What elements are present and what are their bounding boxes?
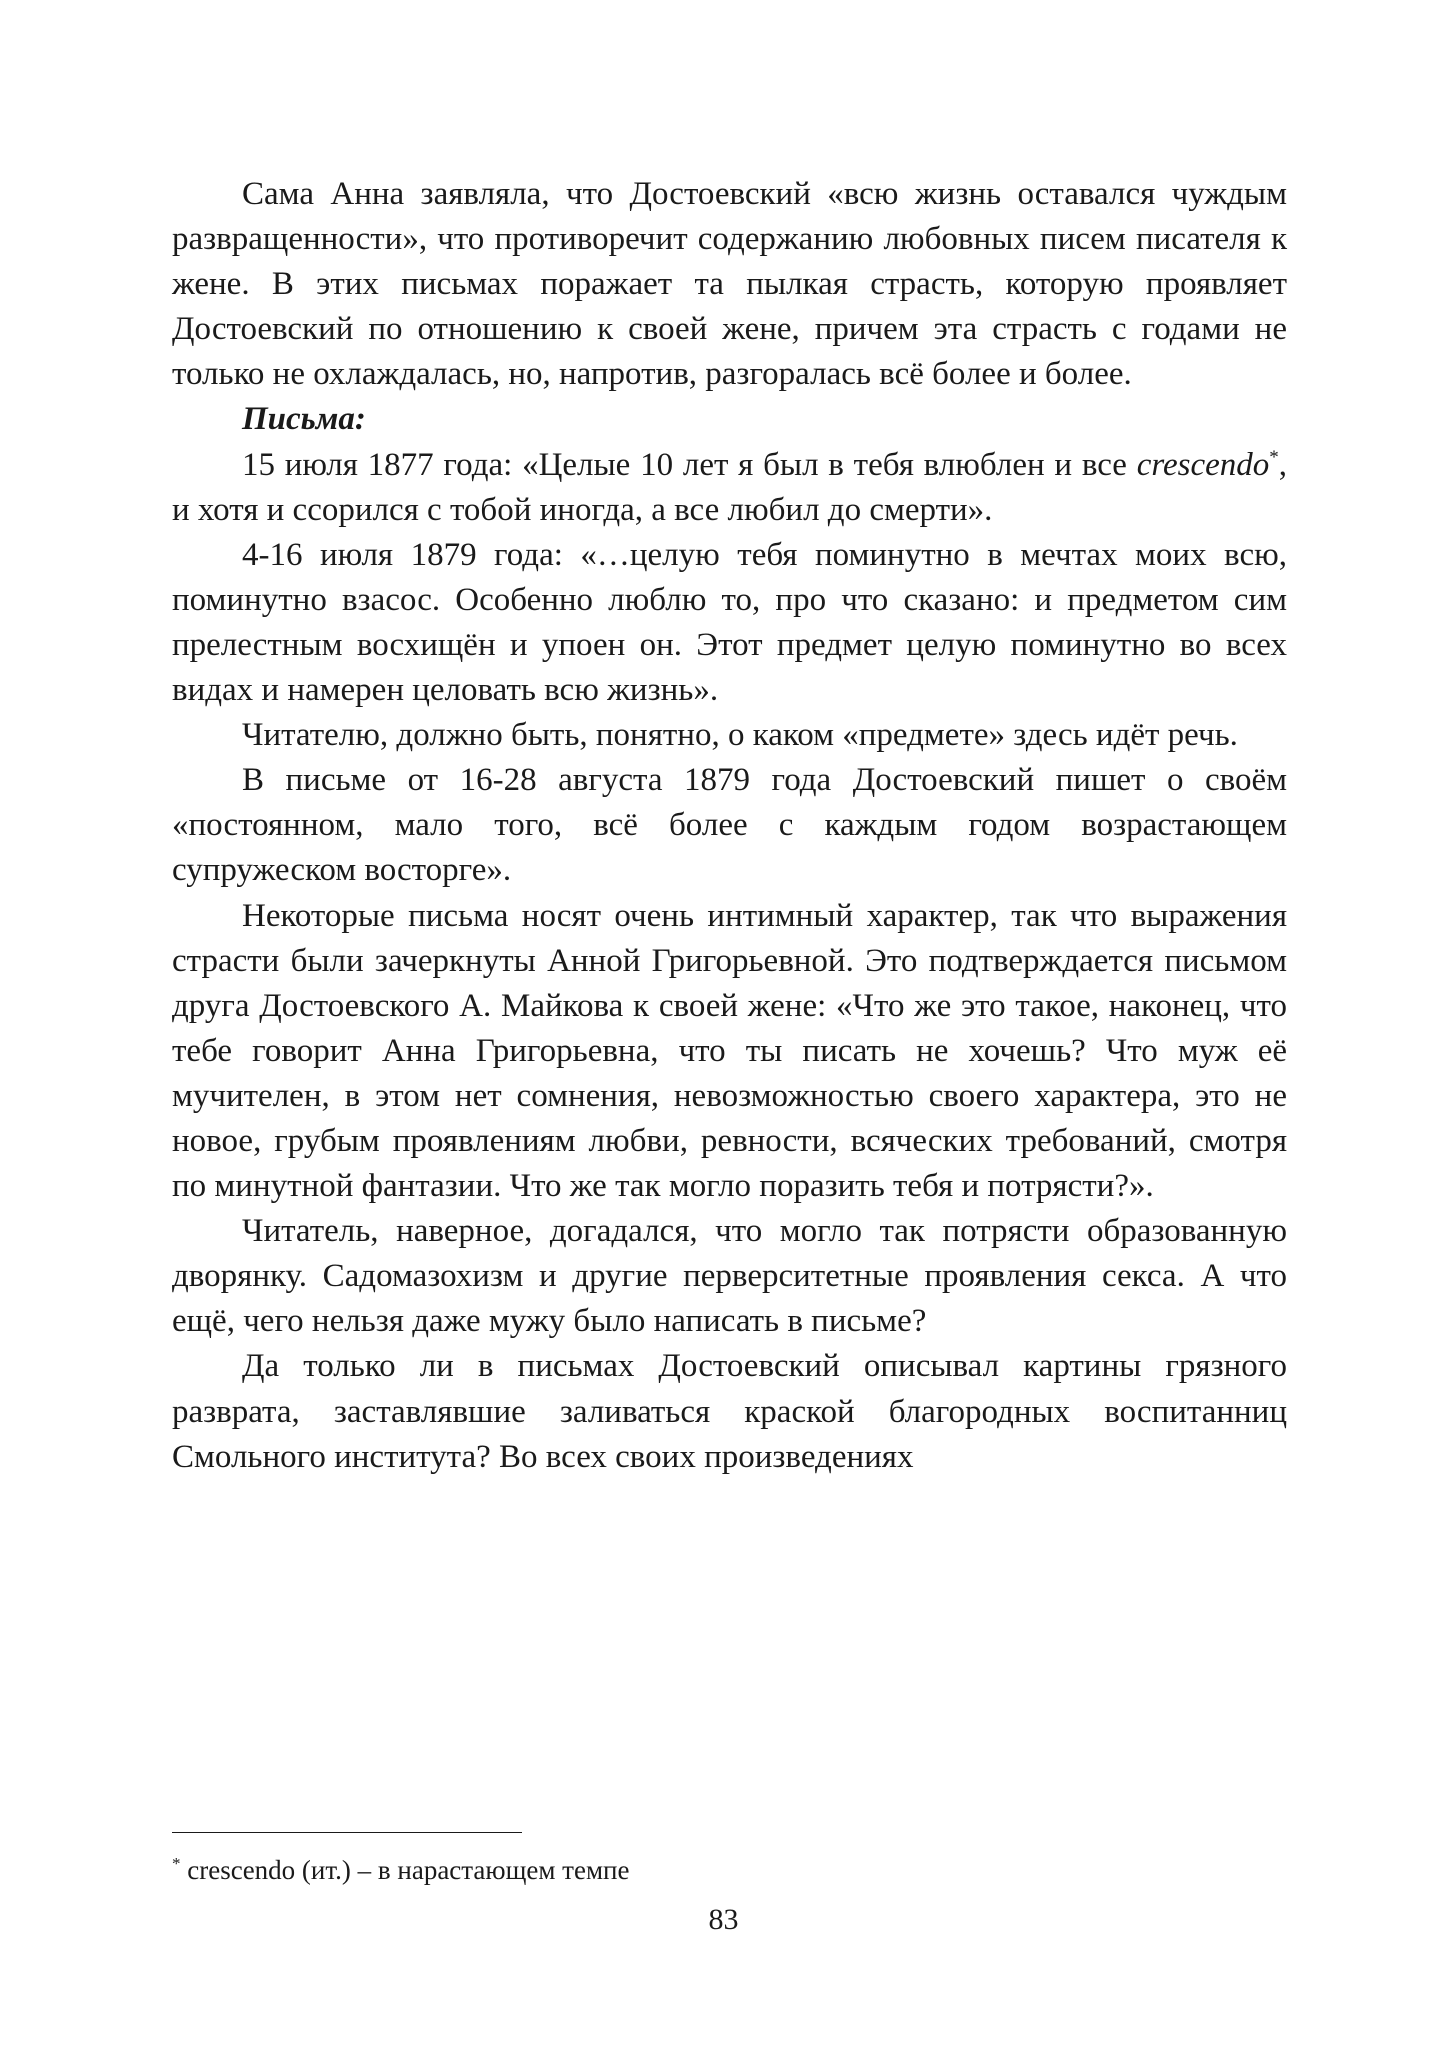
- paragraph-1: Сама Анна заявляла, что Достоевский «всю жизнь оставался чуждым развращенности», что противоречит содержанию любовных писем писателя к жене. В этих письмах поражает та пылкая страсть, которую проявляет Достоевский по отношению к своей жене, причем эта страсть с годами не только не охлаждалась, но, напротив, разгоралась всё более и более.: [172, 176, 1287, 393]
- paragraph-3: 4-16 июля 1879 года: «…целую тебя поминутно в мечтах моих всю, поминутно взасос. Особенно люблю то, про что сказано: и предметом сим прелестным восхищён и упоен он. Этот предмет целую поминутно во всех видах и намерен целовать всю жизнь».: [172, 536, 1287, 709]
- paragraph-2: [172, 443, 1287, 533]
- footnote: [172, 1852, 1287, 1888]
- paragraph-2-start: 15 июля 1877 года: «Целые 10 лет я был в тебя влюблен и все: [242, 446, 1137, 483]
- paragraph-5: В письме от 16-28 августа 1879 года Достоевский пишет о своём «постоянном, мало того, всё более с каждым годом возрастающем супружеском восторге».: [172, 762, 1287, 889]
- paragraph-6: Некоторые письма носят очень интимный характер, так что выражения страсти были зачеркнуты Анной Григорьевной. Это подтверждается письмом друга Достоевского А. Майкова к своей жене: «Что же это такое, наконец, что тебе говорит Анна Григорьевна, что ты писать не хочешь? Что муж её мучителен, в этом нет сомнения, невозможностью своего характера, это не новое, грубым проявлениям любви, ревности, всяческих требований, смотря по минутной фантазии. Что же так могло поразить тебя и потрясти?».: [172, 897, 1287, 1205]
- paragraph-4: Читателю, должно быть, понятно, о каком «предмете» здесь идёт речь.: [242, 717, 1238, 754]
- paragraph-8: Да только ли в письмах Достоевский описывал картины грязного разврата, заставлявшие заливаться краской благородных воспитанниц Смольного института? Во всех своих произведениях: [172, 1348, 1287, 1475]
- footnote-text: crescendo (ит.) – в нарастающем темпе: [180, 1855, 630, 1885]
- letters-heading: Письма:: [242, 401, 366, 438]
- footnote-marker: *: [172, 1854, 181, 1873]
- main-text: [172, 172, 1287, 1480]
- paragraph-7: Читатель, наверное, догадался, что могло так потрясти образованную дворянку. Садомазохизм и другие перверситетные проявления секса. А что ещё, чего нельзя даже мужу было написать в письме?: [172, 1213, 1287, 1340]
- footnote-reference: *: [1269, 446, 1279, 468]
- page-number: 83: [708, 1903, 739, 1936]
- paragraph-2-end: , и хотя и ссорился с тобой иногда, а все любил до смерти».: [172, 446, 1287, 528]
- footnote-divider: [172, 1832, 522, 1833]
- foreign-word: crescendo: [1136, 446, 1270, 483]
